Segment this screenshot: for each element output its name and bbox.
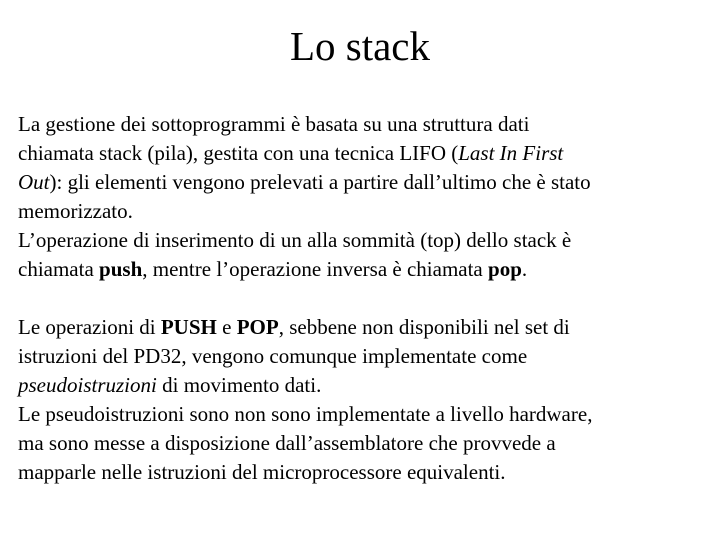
bold-keyword-push: push	[99, 257, 143, 281]
text-run: ): gli elementi vengono prelevati a partire dall’ultimo che è stato	[49, 170, 591, 194]
text-run: mapparle nelle istruzioni del microprocessore equivalenti.	[18, 460, 506, 484]
text-run: di movimento dati.	[156, 373, 322, 397]
text-run: istruzioni del PD32, vengono comunque implementate come	[18, 344, 528, 368]
text-block-stack-definition	[18, 110, 708, 284]
text-block-pseudoinstructions	[18, 313, 708, 487]
paragraph-line	[18, 226, 708, 255]
text-run: L’operazione di inserimento di un alla sommità (top) dello stack è	[18, 228, 572, 252]
slide-title: Lo stack	[289, 23, 431, 69]
paragraph-line	[18, 458, 708, 487]
paragraph-line	[18, 429, 708, 458]
italic-text: Last In First	[458, 141, 564, 165]
text-run: , mentre l’operazione inversa è chiamata	[142, 257, 489, 281]
paragraph-line	[18, 197, 708, 226]
paragraph-line	[18, 139, 708, 168]
text-run: chiamata	[18, 257, 100, 281]
bold-keyword-pop: pop	[488, 257, 522, 281]
bold-keyword-pop: POP	[236, 315, 279, 339]
paragraph-line	[18, 110, 708, 139]
text-run: Le operazioni di	[18, 315, 161, 339]
text-run: chiamata stack (pila), gestita con una tecnica LIFO (	[18, 141, 459, 165]
text-run: , sebbene non disponibili nel set di	[278, 315, 570, 339]
paragraph-line	[18, 342, 708, 371]
text-run: memorizzato.	[18, 199, 133, 223]
text-run: Le pseudoistruzioni sono non sono implementate a livello hardware,	[18, 402, 593, 426]
bold-keyword-push: PUSH	[160, 315, 217, 339]
text-run: .	[521, 257, 528, 281]
italic-text: pseudoistruzioni	[18, 373, 157, 397]
paragraph-line	[18, 371, 708, 400]
paragraph-line	[18, 313, 708, 342]
text-run: La gestione dei sottoprogrammi è basata su una struttura dati	[18, 112, 530, 136]
text-run: e	[216, 315, 237, 339]
text-run: ma sono messe a disposizione dall’assemblatore che provvede a	[18, 431, 556, 455]
paragraph-line	[18, 400, 708, 429]
italic-text: Out	[18, 170, 50, 194]
paragraph-line	[18, 168, 708, 197]
paragraph-line	[18, 255, 708, 284]
